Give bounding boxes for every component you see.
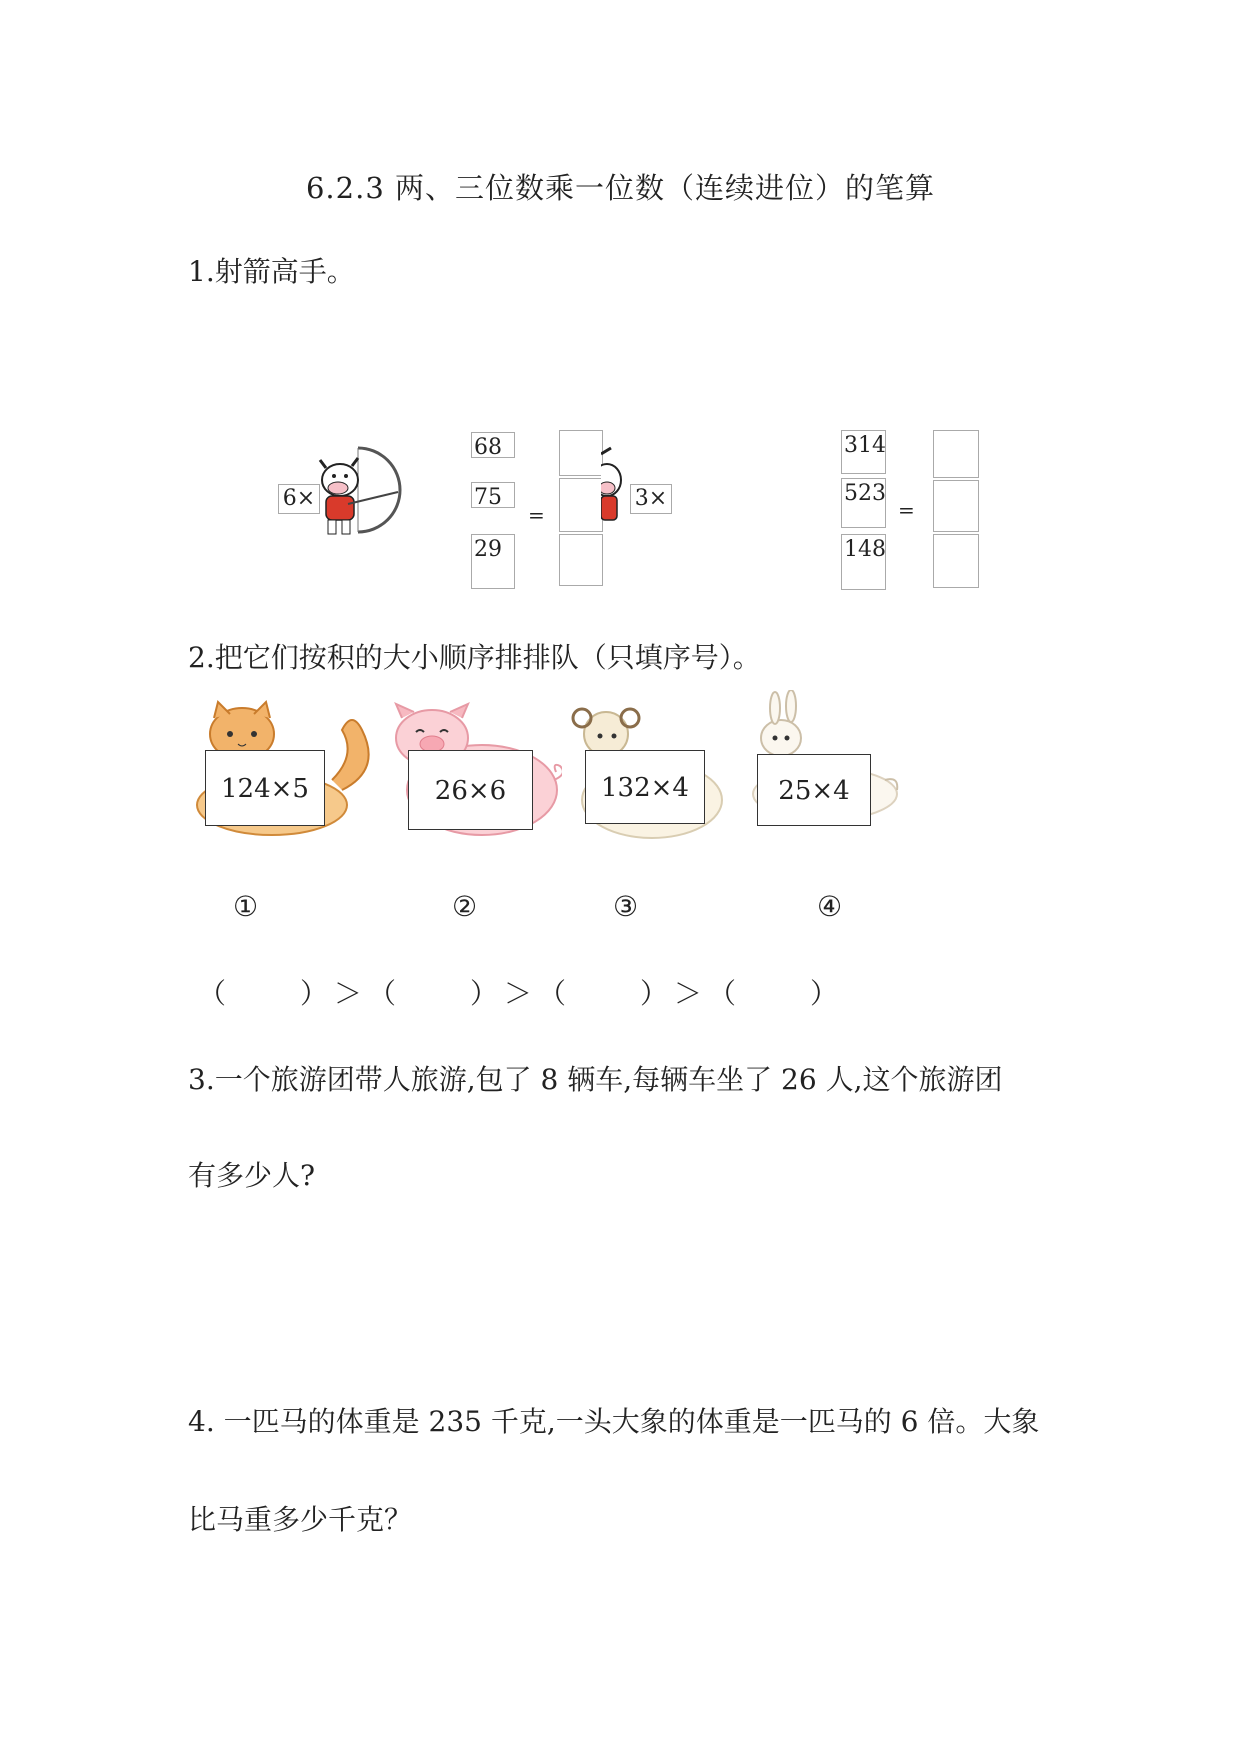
q4-text-line1: 4. 一匹马的体重是 235 千克,一头大象的体重是一匹马的 6 倍。大象 (188, 1405, 1040, 1438)
answer-box[interactable] (559, 478, 603, 532)
q1-left-number: 68 (471, 432, 515, 458)
q2-marker: ③ (613, 890, 639, 923)
q2-marker: ④ (817, 890, 843, 923)
answer-box[interactable] (933, 430, 979, 478)
archer-cow-icon (601, 440, 631, 540)
q3-text-line2: 有多少人? (188, 1159, 316, 1192)
q1-left-multiplier: 6× (278, 484, 320, 514)
q2-marker: ② (452, 890, 478, 923)
q4-text-line2: 比马重多少千克？ (188, 1503, 413, 1536)
q2-card-expression: 124×5 (205, 750, 325, 826)
q1-right-multiplier: 3× (630, 484, 672, 514)
q2-order-line[interactable]: （ ）＞（ ）＞（ ）＞（ ） (198, 977, 845, 1010)
q2-card-expression: 26×6 (408, 750, 533, 830)
archer-cow-icon (318, 440, 408, 540)
q1-left-number: 29 (471, 534, 515, 589)
q2-marker: ① (233, 890, 259, 923)
q1-right-number: 523 (841, 478, 886, 528)
q1-heading: 1.射箭高手。 (188, 255, 355, 288)
q1-right-number: 314 (841, 430, 886, 474)
answer-box[interactable] (933, 480, 979, 532)
q1-left-equals: = (528, 503, 545, 527)
q2-card-expression: 132×4 (585, 750, 705, 824)
answer-box[interactable] (559, 534, 603, 586)
answer-box[interactable] (933, 534, 979, 588)
q1-left-number: 75 (471, 482, 515, 508)
page-title: 6.2.3 两、三位数乘一位数（连续进位）的笔算 (305, 171, 935, 205)
q1-right-equals: = (898, 498, 915, 522)
q2-heading: 2.把它们按积的大小顺序排排队（只填序号）。 (188, 641, 761, 674)
q2-card-expression: 25×4 (757, 754, 871, 826)
q1-right-number: 148 (841, 534, 886, 590)
q3-text-line1: 3.一个旅游团带人旅游,包了 8 辆车,每辆车坐了 26 人,这个旅游团 (188, 1063, 1003, 1096)
answer-box[interactable] (559, 430, 603, 476)
